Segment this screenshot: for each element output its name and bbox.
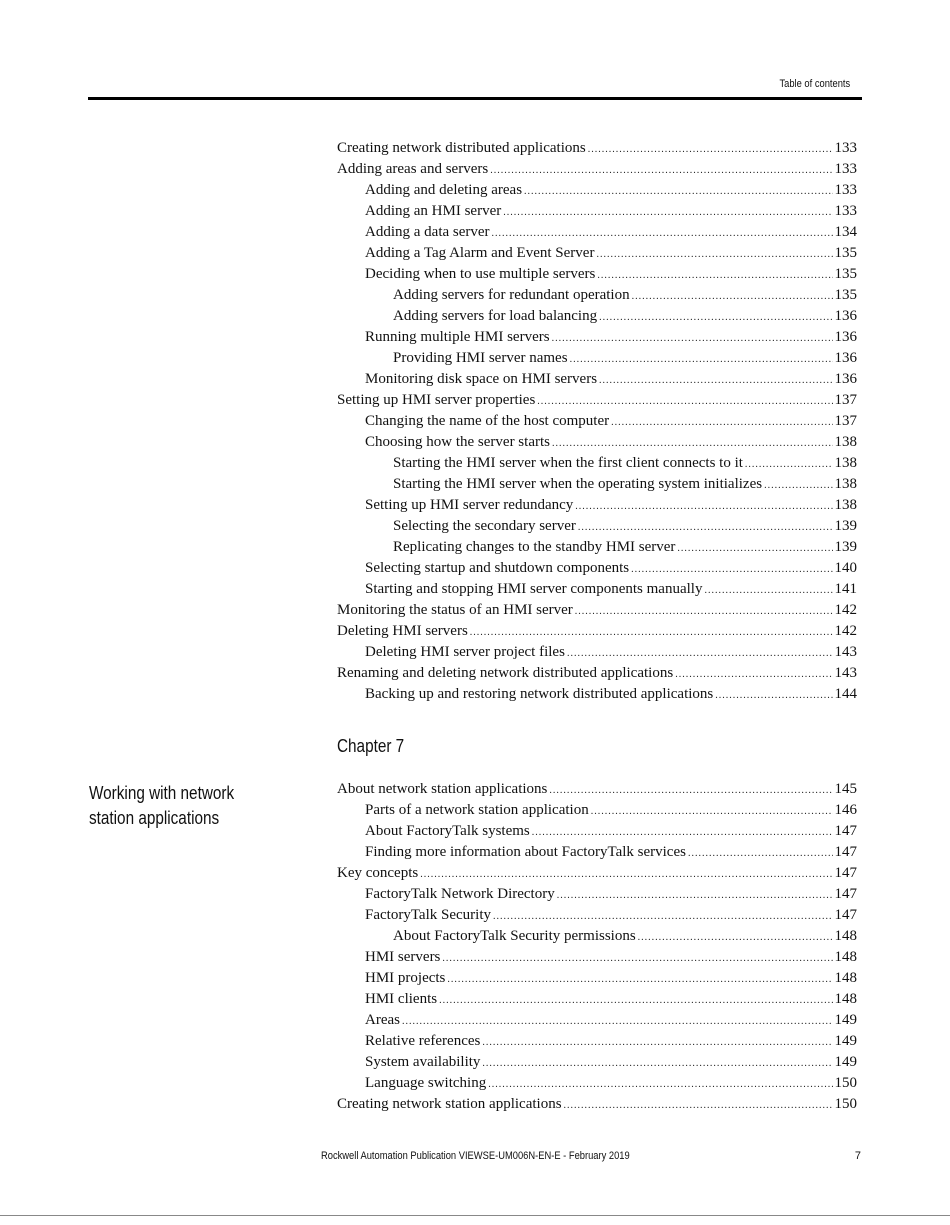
toc-entry[interactable] [337, 621, 857, 642]
dot-leader [557, 885, 833, 906]
dot-leader [492, 223, 833, 244]
toc-entry-title: HMI servers [365, 949, 441, 965]
footer-publication: Rockwell Automation Publication VIEWSE-UM006N-EN-E - February 2019 [321, 1150, 630, 1162]
chapter-title [89, 781, 276, 831]
toc-entry[interactable] [337, 453, 857, 474]
toc-entry-page: 138 [834, 455, 857, 471]
toc-entry-page: 150 [834, 1075, 857, 1091]
toc-entry[interactable] [337, 800, 857, 821]
dot-leader [715, 685, 832, 706]
dot-leader [688, 843, 833, 864]
toc-entry-page: 137 [834, 413, 857, 429]
toc-entry-page: 148 [834, 928, 857, 944]
toc-entry[interactable] [337, 432, 857, 453]
dot-leader [570, 349, 833, 370]
dot-leader [575, 601, 833, 622]
toc-entry-title: Setting up HMI server properties [337, 392, 536, 408]
toc-entry[interactable] [337, 863, 857, 884]
toc-entry[interactable] [337, 663, 857, 684]
toc-entry-page: 142 [834, 623, 857, 639]
toc-entry-title: Parts of a network station application [365, 802, 589, 818]
toc-entry-title: Deleting HMI server project files [365, 644, 565, 660]
toc-entry-title: Deciding when to use multiple servers [365, 266, 596, 282]
dot-leader [442, 948, 832, 969]
dot-leader [493, 906, 833, 927]
toc-entry-page: 140 [834, 560, 857, 576]
toc-entry[interactable] [337, 1052, 857, 1073]
dot-leader [631, 559, 832, 580]
dot-leader [447, 969, 832, 990]
toc-entry-page: 135 [834, 245, 857, 261]
toc-entry[interactable] [337, 905, 857, 926]
toc-entry-page: 142 [834, 602, 857, 618]
dot-leader [537, 391, 832, 412]
header-rule [88, 97, 862, 100]
dot-leader [552, 328, 833, 349]
dot-leader [578, 517, 833, 538]
toc-entry-page: 148 [834, 949, 857, 965]
dot-leader [420, 864, 832, 885]
toc-entry-page: 138 [834, 434, 857, 450]
toc-entry-title: Starting and stopping HMI server components manually [365, 581, 703, 597]
toc-entry[interactable] [337, 968, 857, 989]
toc-entry-page: 145 [834, 781, 857, 797]
toc-entry-title: Adding a Tag Alarm and Event Server [365, 245, 595, 261]
toc-entry-page: 149 [834, 1054, 857, 1070]
toc-entry-title: HMI projects [365, 970, 446, 986]
dot-leader [599, 370, 832, 391]
toc-entry-title: Setting up HMI server redundancy [365, 497, 574, 513]
dot-leader [675, 664, 832, 685]
dot-leader [567, 643, 833, 664]
dot-leader [490, 160, 832, 181]
toc-entry-page: 136 [834, 371, 857, 387]
toc-entry[interactable] [337, 474, 857, 495]
toc-entry[interactable] [337, 821, 857, 842]
toc-entry-page: 135 [834, 266, 857, 282]
toc-entry-title: System availability [365, 1054, 481, 1070]
toc-entry[interactable] [337, 159, 857, 180]
toc-entry-title: Providing HMI server names [393, 350, 568, 366]
toc-entry-page: 133 [834, 182, 857, 198]
toc-entry[interactable] [337, 1010, 857, 1031]
toc-entry[interactable] [337, 926, 857, 947]
chapter-title-line-2: station applications [89, 808, 220, 828]
toc-entry-title: Deleting HMI servers [337, 623, 468, 639]
toc-entry[interactable] [337, 579, 857, 600]
toc-entry-title: Selecting the secondary server [393, 518, 576, 534]
toc-entry-title: Finding more information about FactoryTalk services [365, 844, 686, 860]
toc-entry[interactable] [337, 842, 857, 863]
toc-entry-title: Key concepts [337, 865, 419, 881]
toc-entry[interactable] [337, 411, 857, 432]
toc-entry[interactable] [337, 558, 857, 579]
toc-entry[interactable] [337, 180, 857, 201]
toc-entry[interactable] [337, 348, 857, 369]
toc-entry-title: HMI clients [365, 991, 438, 1007]
toc-entry-title: Backing up and restoring network distributed applications [365, 686, 714, 702]
toc-entry-title: Adding servers for redundant operation [393, 287, 630, 303]
dot-leader [552, 433, 833, 454]
toc-entry-title: FactoryTalk Security [365, 907, 491, 923]
toc-entry-title: Choosing how the server starts [365, 434, 550, 450]
footer-page-number: 7 [854, 1150, 861, 1162]
dot-leader [575, 496, 832, 517]
toc-entry-page: 139 [834, 539, 857, 555]
toc-entry[interactable] [337, 327, 857, 348]
dot-leader [764, 475, 832, 496]
toc-entry-page: 134 [834, 224, 857, 240]
toc-entry-page: 148 [834, 970, 857, 986]
toc-entry[interactable] [337, 201, 857, 222]
toc-entry-title: About FactoryTalk systems [365, 823, 530, 839]
toc-entry-title: Monitoring the status of an HMI server [337, 602, 573, 618]
toc-entry[interactable] [337, 369, 857, 390]
toc-entry-page: 147 [834, 865, 857, 881]
toc-entry-page: 138 [834, 497, 857, 513]
toc-entry[interactable] [337, 285, 857, 306]
toc-entry[interactable] [337, 989, 857, 1010]
toc-entry-title: Adding and deleting areas [365, 182, 523, 198]
toc-entry-title: Language switching [365, 1075, 487, 1091]
dot-leader [638, 927, 833, 948]
page-bottom-rule [0, 1215, 950, 1216]
dot-leader [632, 286, 833, 307]
toc-entry[interactable] [337, 138, 857, 159]
toc-entry-page: 141 [834, 581, 857, 597]
toc-entry-title: Adding servers for load balancing [393, 308, 598, 324]
toc-entry-title: Adding an HMI server [365, 203, 502, 219]
dot-leader [482, 1032, 832, 1053]
dot-leader [588, 139, 833, 160]
toc-entry-title: Changing the name of the host computer [365, 413, 610, 429]
toc-entry[interactable] [337, 306, 857, 327]
toc-entry[interactable] [337, 390, 857, 411]
toc-list-top [337, 138, 857, 705]
toc-entry-title: Monitoring disk space on HMI servers [365, 371, 598, 387]
toc-entry-page: 136 [834, 350, 857, 366]
toc-list-chapter [337, 779, 857, 1115]
toc-entry-title: Running multiple HMI servers [365, 329, 550, 345]
toc-entry-title: Starting the HMI server when the operating system initializes [393, 476, 763, 492]
toc-entry-title: About network station applications [337, 781, 548, 797]
toc-entry[interactable] [337, 947, 857, 968]
toc-entry-page: 138 [834, 476, 857, 492]
toc-entry-page: 135 [834, 287, 857, 303]
toc-entry-page: 147 [834, 886, 857, 902]
toc-entry-title: Starting the HMI server when the first client connects to it [393, 455, 743, 471]
chapter-heading: Chapter 7 [337, 736, 405, 756]
dot-leader [564, 1095, 833, 1116]
toc-entry-title: Relative references [365, 1033, 481, 1049]
toc-entry-page: 136 [834, 308, 857, 324]
toc-entry-page: 148 [834, 991, 857, 1007]
toc-entry-page: 139 [834, 518, 857, 534]
toc-entry-page: 147 [834, 823, 857, 839]
toc-entry-title: Adding a data server [365, 224, 490, 240]
toc-entry-page: 143 [834, 644, 857, 660]
dot-leader [704, 580, 832, 601]
toc-entry-page: 133 [834, 140, 857, 156]
toc-entry-title: Creating network station applications [337, 1096, 562, 1112]
dot-leader [599, 307, 832, 328]
toc-entry-page: 149 [834, 1033, 857, 1049]
toc-entry-title: Areas [365, 1012, 400, 1028]
toc-entry-page: 149 [834, 1012, 857, 1028]
toc-entry-title: About FactoryTalk Security permissions [393, 928, 636, 944]
toc-entry-page: 147 [834, 844, 857, 860]
dot-leader [503, 202, 832, 223]
toc-entry[interactable] [337, 537, 857, 558]
toc-entry-page: 150 [834, 1096, 857, 1112]
dot-leader [677, 538, 832, 559]
toc-entry-title: Renaming and deleting network distributed applications [337, 665, 674, 681]
toc-entry-title: Creating network distributed applications [337, 140, 586, 156]
toc-entry[interactable] [337, 1031, 857, 1052]
toc-entry-title: Selecting startup and shutdown components [365, 560, 630, 576]
toc-entry-page: 136 [834, 329, 857, 345]
dot-leader [402, 1011, 833, 1032]
toc-entry-page: 133 [834, 161, 857, 177]
toc-entry-title: FactoryTalk Network Directory [365, 886, 555, 902]
dot-leader [488, 1074, 832, 1095]
dot-leader [532, 822, 833, 843]
toc-entry[interactable] [337, 684, 857, 705]
dot-leader [745, 454, 833, 475]
toc-entry-page: 137 [834, 392, 857, 408]
toc-entry-page: 147 [834, 907, 857, 923]
toc-entry[interactable] [337, 1094, 857, 1115]
toc-entry-title: Replicating changes to the standby HMI server [393, 539, 676, 555]
toc-entry-page: 146 [834, 802, 857, 818]
chapter-title-line-1: Working with network [89, 783, 235, 803]
running-header: Table of contents [779, 78, 850, 90]
toc-entry[interactable] [337, 243, 857, 264]
toc-entry[interactable] [337, 642, 857, 663]
dot-leader [596, 244, 832, 265]
dot-leader [611, 412, 832, 433]
toc-entry-page: 133 [834, 203, 857, 219]
dot-leader [549, 780, 832, 801]
toc-entry[interactable] [337, 884, 857, 905]
toc-entry-title: Adding areas and servers [337, 161, 489, 177]
dot-leader [470, 622, 833, 643]
toc-entry[interactable] [337, 516, 857, 537]
toc-entry[interactable] [337, 495, 857, 516]
dot-leader [524, 181, 832, 202]
toc-entry[interactable] [337, 1073, 857, 1094]
toc-entry[interactable] [337, 779, 857, 800]
dot-leader [482, 1053, 832, 1074]
dot-leader [597, 265, 832, 286]
toc-entry[interactable] [337, 264, 857, 285]
dot-leader [439, 990, 832, 1011]
toc-entry[interactable] [337, 222, 857, 243]
dot-leader [591, 801, 833, 822]
toc-entry-page: 144 [834, 686, 857, 702]
toc-entry-page: 143 [834, 665, 857, 681]
toc-entry[interactable] [337, 600, 857, 621]
